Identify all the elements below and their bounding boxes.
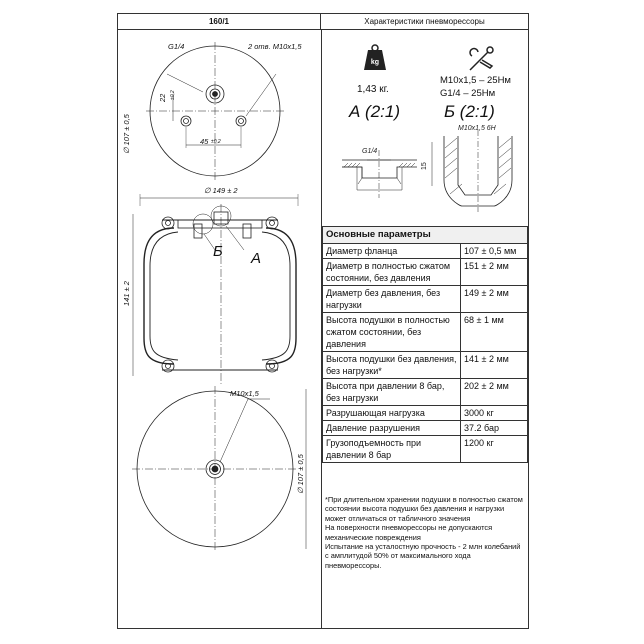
model-number: 160/1 bbox=[118, 14, 321, 30]
param-name: Давление разрушения bbox=[323, 421, 461, 436]
param-name: Диаметр без давления, без нагрузки bbox=[323, 286, 461, 313]
param-value: 151 ± 2 мм bbox=[461, 259, 528, 286]
param-value: 3000 кг bbox=[461, 406, 528, 421]
table-row bbox=[323, 352, 528, 379]
svg-text:M10x1,5 6H: M10x1,5 6H bbox=[458, 125, 496, 132]
table-row bbox=[323, 379, 528, 406]
detail-b-drawing bbox=[432, 130, 512, 212]
param-value: 68 ± 1 мм bbox=[461, 313, 528, 352]
holes-label: 2 отв. M10x1,5 bbox=[248, 42, 302, 51]
top-diameter: ∅ 107 ± 0,5 bbox=[122, 114, 131, 154]
dim-22: 22 bbox=[158, 93, 167, 102]
characteristics-drawings bbox=[322, 30, 528, 224]
characteristics-title: Характеристики пневморессоры bbox=[321, 14, 528, 30]
table-row bbox=[323, 421, 528, 436]
dim-45: 45 bbox=[200, 137, 209, 146]
table-row bbox=[323, 313, 528, 352]
table-row bbox=[323, 259, 528, 286]
left-hole bbox=[181, 116, 191, 126]
right-hole bbox=[236, 116, 246, 126]
port-label: G1/4 bbox=[168, 42, 185, 51]
characteristics-block bbox=[322, 30, 528, 224]
note-fatigue: Испытание на усталостную прочность - 2 млн колебаний с амплитудой 50% от максимального хода пневморессоры. bbox=[325, 542, 521, 570]
param-name: Высота при давлении 8 бар, без нагрузки bbox=[323, 379, 461, 406]
dim-22-tol: ±0,2 bbox=[170, 90, 176, 100]
note-storage: *При длительном хранении подушки в полностью сжатом состоянии высота подушки без давления и нагрузки может отличаться от табличного значения bbox=[325, 495, 523, 523]
param-value: 202 ± 2 мм bbox=[461, 379, 528, 406]
param-name: Высота подушки в полностью сжатом состоянии, без давления bbox=[323, 313, 461, 352]
param-name: Диаметр в полностью сжатом состоянии, без давления bbox=[323, 259, 461, 286]
param-name: Грузоподъемность при давлении 8 бар bbox=[323, 436, 461, 463]
svg-text:15: 15 bbox=[421, 162, 428, 170]
table-row bbox=[323, 244, 528, 259]
note-surface: На поверхности пневморессоры не допускаются механические повреждения bbox=[325, 523, 493, 542]
notes-block bbox=[325, 495, 525, 570]
table-row bbox=[323, 286, 528, 313]
torque-line-1: M10x1,5 – 25Нм bbox=[440, 75, 511, 86]
svg-text:G1/4: G1/4 bbox=[362, 148, 378, 155]
view-b-title: Б (2:1) bbox=[444, 102, 495, 121]
wrench-icon bbox=[470, 47, 493, 70]
bottom-diameter: ∅ 107 ± 0,5 bbox=[296, 454, 305, 494]
param-name: Разрушающая нагрузка bbox=[323, 406, 461, 421]
detail-a-drawing bbox=[342, 150, 417, 198]
detail-a-label: А bbox=[251, 250, 262, 267]
torque-line-2: G1/4 – 25Нм bbox=[440, 88, 496, 99]
torque-values bbox=[440, 74, 511, 100]
view-a-title: А (2:1) bbox=[349, 102, 401, 121]
param-value: 141 ± 2 мм bbox=[461, 352, 528, 379]
param-value: 1200 кг bbox=[461, 436, 528, 463]
bottom-thread-label: M10x1,5 bbox=[230, 389, 259, 398]
drawing-sheet bbox=[117, 13, 529, 629]
table-row bbox=[323, 406, 528, 421]
side-height: 141 ± 2 bbox=[122, 281, 131, 306]
params-table bbox=[322, 226, 528, 463]
dim-45-tol: ±0,2 bbox=[211, 139, 221, 145]
param-name: Диаметр фланца bbox=[323, 244, 461, 259]
param-value: 149 ± 2 мм bbox=[461, 286, 528, 313]
side-width: ∅ 149 ± 2 bbox=[204, 186, 238, 195]
params-title: Основные параметры bbox=[323, 227, 528, 244]
table-row bbox=[323, 436, 528, 463]
param-value: 37.2 бар bbox=[461, 421, 528, 436]
technical-drawing bbox=[118, 14, 321, 628]
param-value: 107 ± 0,5 мм bbox=[461, 244, 528, 259]
weight-value: 1,43 кг. bbox=[357, 84, 389, 95]
detail-a-hatch bbox=[344, 163, 415, 167]
param-name: Высота подушки без давления, без нагрузки* bbox=[323, 352, 461, 379]
detail-b-label: Б bbox=[213, 243, 223, 260]
svg-text:kg: kg bbox=[370, 59, 380, 66]
weight-icon bbox=[364, 45, 386, 70]
